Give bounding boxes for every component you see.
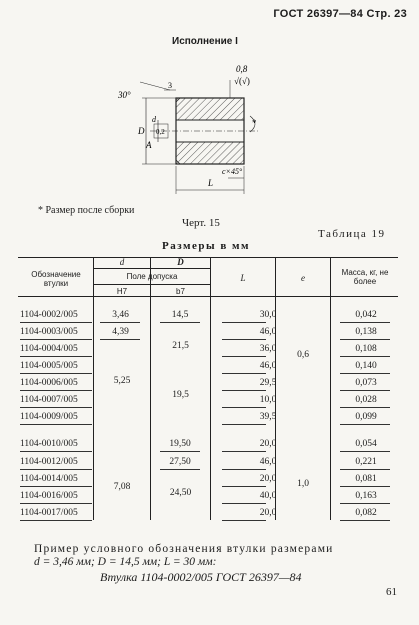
- merged-e-06: 0,6: [297, 350, 309, 360]
- row-underline: [20, 469, 92, 470]
- row-underline: [340, 486, 390, 487]
- row-d: 4,39: [112, 327, 129, 337]
- bushing-drawing: [110, 60, 300, 200]
- row-underline: [340, 424, 390, 425]
- header-D: D: [177, 257, 184, 267]
- row-mass: 0,221: [355, 457, 377, 467]
- row-underline: [222, 486, 266, 487]
- row-designation: 1104-0012/005: [20, 457, 78, 467]
- merged-d-708: 7,08: [113, 482, 131, 492]
- table-header-rule: [18, 296, 398, 297]
- roughness-symbol: √(√): [234, 76, 250, 86]
- merged-D-215: 21,5: [172, 341, 189, 351]
- row-designation: 1104-0014/005: [20, 474, 78, 484]
- row-underline: [222, 339, 266, 340]
- header-d: d: [119, 257, 125, 267]
- row-underline: [20, 356, 92, 357]
- row-mass: 0,054: [355, 439, 377, 449]
- row-D: 27,50: [169, 457, 191, 467]
- row-L: 30,0: [259, 310, 277, 320]
- row-underline: [340, 520, 390, 521]
- row-designation: 1104-0010/005: [20, 439, 78, 449]
- col-sep: [210, 257, 211, 520]
- row-L: 46,0: [259, 457, 277, 467]
- row-underline: [340, 322, 390, 323]
- merged-D-195: 19,5: [172, 390, 189, 400]
- row-designation: 1104-0005/005: [20, 361, 78, 371]
- footnote: * Размер после сборки: [38, 205, 135, 216]
- row-underline: [20, 373, 92, 374]
- header-e: e: [301, 273, 305, 283]
- row-underline: [20, 486, 92, 487]
- row-L: 10,0: [259, 395, 277, 405]
- label-02: 0,2: [156, 128, 165, 136]
- row-mass: 0,140: [355, 361, 377, 371]
- sub-rule: [93, 268, 210, 269]
- row-underline: [222, 407, 266, 408]
- example-line-3: Втулка 1104-0002/005 ГОСТ 26397—84: [100, 570, 302, 584]
- row-underline: [222, 503, 266, 504]
- row-underline: [340, 356, 390, 357]
- row-underline: [340, 390, 390, 391]
- row-mass: 0,042: [355, 310, 377, 320]
- row-designation: 1104-0002/005: [20, 310, 78, 320]
- merged-d-525: 5,25: [113, 376, 131, 386]
- row-underline: [20, 451, 92, 452]
- sub-rule: [93, 284, 210, 285]
- row-mass: 0,163: [355, 491, 377, 501]
- merged-e-10: 1,0: [297, 479, 309, 489]
- label-D: D: [138, 126, 145, 136]
- row-underline: [222, 424, 266, 425]
- execution-title: Исполнение I: [172, 36, 238, 47]
- row-mass: 0,099: [355, 412, 377, 422]
- row-underline: [20, 424, 92, 425]
- header-designation: Обозначение втулки: [31, 270, 81, 288]
- row-D: 14,5: [171, 310, 189, 320]
- row-mass: 0,028: [355, 395, 377, 405]
- row-underline: [20, 503, 92, 504]
- row-underline: [20, 322, 92, 323]
- row-underline: [222, 356, 266, 357]
- row-mass: 0,081: [355, 474, 377, 484]
- row-underline: [222, 390, 266, 391]
- example-line-2: d = 3,46 мм; D = 14,5 мм; L = 30 мм:: [34, 556, 217, 568]
- row-L: 36,0: [259, 344, 277, 354]
- row-mass: 0,108: [355, 344, 377, 354]
- col-sep: [330, 257, 331, 520]
- row-underline: [340, 373, 390, 374]
- row-mass: 0,073: [355, 378, 377, 388]
- row-L: 39,5: [259, 412, 277, 422]
- row-underline: [222, 322, 266, 323]
- roughness-value: 0,8: [236, 64, 248, 74]
- col-sep: [150, 257, 151, 520]
- row-underline: [160, 469, 200, 470]
- row-designation: 1104-0003/005: [20, 327, 78, 337]
- row-mass: 0,138: [355, 327, 377, 337]
- table-title: Размеры в мм: [162, 240, 250, 252]
- row-designation: 1104-0006/005: [20, 378, 78, 388]
- row-underline: [222, 451, 266, 452]
- row-L: 40,0: [259, 491, 277, 501]
- row-underline: [222, 373, 266, 374]
- row-mass: 0,082: [355, 508, 377, 518]
- row-underline: [100, 339, 140, 340]
- row-designation: 1104-0017/005: [20, 508, 78, 518]
- row-designation: 1104-0016/005: [20, 491, 78, 501]
- row-underline: [20, 407, 92, 408]
- header-b7: b7: [176, 287, 185, 296]
- row-underline: [340, 451, 390, 452]
- row-D: 19,50: [169, 439, 191, 449]
- row-L: 29,5: [259, 378, 277, 388]
- merged-D-2450: 24,50: [169, 488, 192, 498]
- label-30deg: 30°: [118, 90, 131, 100]
- row-underline: [20, 339, 92, 340]
- row-underline: [160, 451, 200, 452]
- row-L: 20,0: [259, 508, 277, 518]
- row-underline: [20, 390, 92, 391]
- row-underline: [340, 407, 390, 408]
- row-L: 20,0: [259, 439, 277, 449]
- row-underline: [222, 469, 266, 470]
- row-L: 46,0: [259, 361, 277, 371]
- table-number: Таблица 19: [318, 228, 386, 240]
- row-underline: [100, 322, 140, 323]
- header-tolerance: Поле допуска: [126, 272, 178, 281]
- label-3: 3: [168, 81, 172, 90]
- row-underline: [160, 322, 200, 323]
- row-designation: 1104-0007/005: [20, 395, 78, 405]
- header-mass: Масса, кг, не более: [341, 268, 389, 286]
- label-L: L: [208, 178, 214, 188]
- label-A: A: [146, 140, 152, 150]
- row-underline: [340, 339, 390, 340]
- header-L: L: [240, 273, 246, 283]
- row-underline: [20, 520, 92, 521]
- row-underline: [340, 469, 390, 470]
- row-designation: 1104-0009/005: [20, 412, 78, 422]
- row-underline: [222, 520, 266, 521]
- row-designation: 1104-0004/005: [20, 344, 78, 354]
- header-H7: H7: [116, 287, 128, 296]
- page-number: 61: [386, 586, 397, 598]
- label-star: *: [252, 118, 257, 128]
- label-d: d: [152, 115, 156, 124]
- row-L: 20,0: [259, 474, 277, 484]
- row-L: 46,0: [259, 327, 277, 337]
- label-chamfer: c×45°: [222, 167, 243, 176]
- example-line-1: Пример условного обозначения втулки размерами: [34, 543, 334, 555]
- figure-caption: Черт. 15: [182, 217, 220, 229]
- row-d: 3,46: [112, 310, 129, 320]
- row-underline: [340, 503, 390, 504]
- page-header: ГОСТ 26397—84 Стр. 23: [273, 8, 407, 20]
